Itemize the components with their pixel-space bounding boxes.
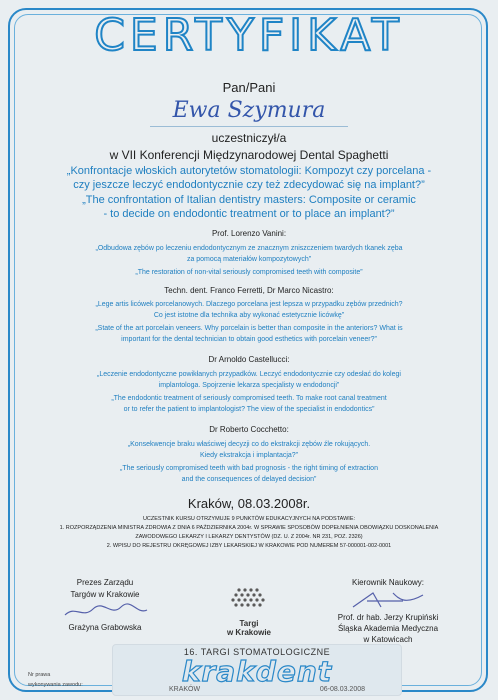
krakdent-banner [112, 644, 402, 696]
lecture-line: „The seriously compromised teeth with bad prognosis - the right timing of extraction [120, 465, 378, 472]
lecture-line: „Leczenie endodontyczne powikłanych przypadków. Leczyć endodontycznie czy odesłać do kolegi [97, 371, 401, 378]
certificate-title: CERTYFIKAT [94, 10, 404, 61]
right-sig-name: Prof. dr hab. Jerzy Krupiński [337, 613, 439, 622]
date-line: Kraków, 08.03.2008r. [187, 496, 311, 511]
lecture-line: „State of the art porcelain veneers. Why porcelain is better than composite in the anteriors? What is [95, 325, 403, 332]
lecture-line: „The endodontic treatment of seriously compromised teeth. To make root canal treatment [111, 395, 387, 402]
recipient-name: Ewa Szymura [172, 98, 326, 123]
event-city: KRAKÓW [169, 686, 201, 693]
points-line: UCZESTNIK KURSU OTRZYMUJE 9 PUNKTÓW EDUKACYJNYCH NA PODSTAWIE: [142, 516, 356, 522]
left-signature-block [40, 578, 170, 632]
event-dates: 06-08.03.2008 [319, 686, 365, 693]
lecture-line: „Lege artis licówek porcelanowych. Dlaczego porcelana jest lepsza w przypadku zębów przednich? [95, 301, 403, 308]
lecture-speaker: Dr Roberto Cocchetto: [209, 425, 289, 434]
right-signature-block [318, 578, 458, 644]
targi-logo [221, 586, 277, 637]
left-sig-role: Targów w Krakowie [70, 590, 140, 599]
license-label-line1: Nr prawa [28, 672, 51, 678]
lecture-line: „Konsekwencje braku właściwej decyzji co do ekstrakcji zębów źle rokujących. [127, 441, 371, 448]
event-name: 16. TARGI STOMATOLOGICZNE [183, 647, 331, 657]
lecture-line: Kiedy ekstrakcja i implantacja?” [199, 452, 299, 459]
left-sig-name: Grażyna Grabowska [68, 623, 142, 632]
conference-name: w VII Konferencji Międzynarodowej Dental Spaghetti [109, 148, 389, 162]
lecture-line: Co jest istotne dla technika aby wykonać estetycznie licówkę” [153, 312, 345, 319]
participated-text: uczestniczył/a [211, 131, 287, 145]
targi-logo-line2: w Krakowie [226, 628, 271, 637]
lecture-line: important for the dental technician to obtain good esthetics with porcelain veneer?” [121, 336, 377, 343]
license-label-line2: wykonywania zawodu: [28, 682, 83, 688]
points-line: 1. ROZPORZĄDZENIA MINISTRA ZDROWIA Z DNIA 6 PAŹDZIERNIKA 2004r. W SPRAWIE SPOSOBÓW DOPEŁNIENIA OBOWIĄZKU DOSKONALENIA [59, 525, 439, 531]
lecture-speaker: Techn. dent. Franco Ferretti, Dr Marco Nicastro: [164, 286, 334, 295]
lecture-line: za pomocą materiałów kompozytowych” [186, 256, 312, 263]
lecture-line: „Odbudowa zębów po leczeniu endodontycznym ze znacznym zniszczeniem twardych tkanek zęba [95, 245, 403, 252]
topic-pl-line-1: „Konfrontacje włoskich autorytetów stomatologii: Kompozyt czy porcelana - [66, 165, 432, 177]
lecture-line: implantologa. Spojrzenie lekarza specjalisty w endodoncji” [158, 382, 340, 389]
lecture-line: and the consequences of delayed decision” [181, 476, 317, 483]
lecture-speaker: Prof. Lorenzo Vanini: [211, 229, 287, 238]
right-sig-org: w Katowicach [363, 635, 413, 644]
lecture-line: „The restoration of non-vital seriously compromised teeth with composite” [135, 269, 363, 276]
name-underline [150, 126, 348, 127]
points-line: 2. WPISU DO REJESTRU OKRĘGOWEJ IZBY LEKARSKIEJ W KRAKOWIE POD NUMEREM 57-000001-002-0001 [106, 543, 392, 549]
points-line: ZAWODOWEGO LEKARZY I LEKARZY DENTYSTÓW (DZ. U. Z 2004r. NR 231, POZ. 2326) [135, 534, 363, 540]
topic-pl-line-2: czy jeszcze leczyć endodontycznie czy też zdecydować się na implant?” [73, 179, 425, 191]
left-signature-scribble [55, 601, 155, 621]
salutation: Pan/Pani [222, 80, 276, 95]
krakdent-logo: krakdent [181, 655, 333, 688]
lecture-speaker: Dr Arnoldo Castellucci: [208, 355, 290, 364]
right-sig-org: Śląska Akademia Medyczna [337, 624, 439, 633]
left-sig-role: Prezes Zarządu [76, 578, 134, 587]
right-sig-role: Kierownik Naukowy: [351, 578, 425, 587]
topic-en-line-1: „The confrontation of Italian dentistry masters: Composite or ceramic [82, 194, 416, 206]
targi-dots-icon [221, 586, 277, 616]
topic-en-line-2: - to decide on endodontic treatment or to place an implant?” [103, 208, 395, 220]
right-signature-scribble [333, 589, 443, 611]
lecture-line: or to refer the patient to implantologist? The view of the specialist in endodontics” [123, 406, 375, 413]
license-label [28, 672, 83, 688]
targi-logo-line1: Targi [239, 619, 259, 628]
